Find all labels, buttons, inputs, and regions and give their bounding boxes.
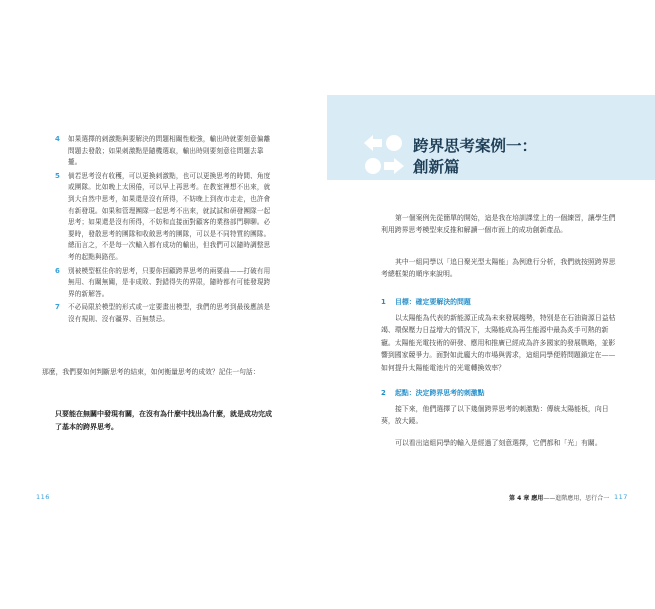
case-subtitle: 創新篇 — [413, 158, 460, 176]
running-footer — [509, 493, 609, 502]
list-item-number: 4 — [55, 135, 60, 143]
page-number-left: 116 — [36, 493, 50, 501]
list-item-text: 如果選擇的刺激點與要解決的問題相關性較強，輸出時就要刻意偏離問題去發散；如果刺激點是隨機選取，輸出時則要刻意往問題去靠攏。 — [68, 135, 271, 167]
section-number: 2 — [381, 389, 386, 397]
footer-subtitle: ——進階應用，思行合一 — [543, 495, 610, 502]
list-item-number: 5 — [55, 171, 60, 180]
list-item-number: 7 — [55, 303, 60, 312]
intro-paragraph-2: 其中一組同學以「追日聚光型太陽能」為例進行分析，我們就按照跨界思考總框架的順序來說明。 — [381, 258, 616, 279]
case-title: 跨界思考案例一： — [413, 137, 538, 155]
case-banner — [327, 95, 655, 180]
section-heading-1 — [381, 296, 471, 306]
closing-paragraph: 可以看出這組同學的輸入是經過了刻意選擇，它們都和「光」有關。 — [395, 439, 602, 447]
section-2-text: 接下來，他們選擇了以下幾個跨界思考的刺激點：傳統太陽能板，向日葵，放大鏡。 — [381, 405, 609, 426]
body-paragraph: 那麼，我們要如何判斷思考的結束，如何衡量思考的成效？記住一句話： — [42, 368, 260, 376]
footer-chapter: 第 4 章 — [509, 495, 530, 502]
left-page — [0, 0, 327, 609]
list-item — [55, 171, 273, 264]
page-number-right: 117 — [614, 493, 628, 501]
list-item — [55, 134, 273, 169]
right-page — [327, 0, 655, 609]
section-title: 目標：確定要解決的問題 — [395, 298, 471, 306]
section-title: 起點：決定跨界思考的刺激點 — [395, 389, 485, 397]
section-heading-2 — [381, 387, 485, 397]
list-item-number: 6 — [55, 266, 60, 275]
numbered-list — [55, 134, 273, 328]
emphasis-quote: 只要能在無關中發現有關，在沒有為什麼中找出為什麼，就是成功完成了基本的跨界思考。 — [55, 410, 272, 431]
intro-paragraph-1: 第一個案例先從簡單的開始，這是我在培訓課堂上的一個練習，讓學生們利用跨界思考模型來反推和解讀一個市面上的成功創新產品。 — [381, 214, 616, 235]
footer-title: 應用 — [531, 495, 544, 502]
list-item-text: 別被模型框住你的思考，只要你回顧跨界思考的兩要曲——打破有用無用、有關無關，是非成敗、對錯得失的界限，隨時都有可能發現跨界的新解答。 — [68, 266, 271, 298]
section-1-text: 以太陽能為代表的新能源正成為未來發展趨勢，特別是在石油資源日益枯竭、環保壓力日益增大的情況下，太陽能成為再生能源中最為炙手可熱的新寵。太陽能光電技術的研發、應用和推廣已經成為許多國家的發展戰略，並影響到國家競爭力。面對如此龐大的市場與需求，這組同學便將問題鎖定在——如何提升太陽能電池片的光電轉換效率？ — [381, 314, 616, 372]
section-number: 1 — [381, 298, 386, 306]
list-item — [55, 266, 273, 301]
double-arrow-shapes-icon — [364, 133, 406, 177]
list-item-text: 不必局限於模型的形式或一定要畫出模型，我們的思考到最後應該是沒有規則、沒有疆界、百無禁忌。 — [68, 303, 271, 323]
list-item — [55, 302, 273, 325]
list-item-text: 倘若思考沒有收穫，可以更換刺激點，也可以更換思考的時間、角度或團隊。比如晚上太困倦，可以早上再思考。在教室裡想不出來，就到大自然中思考，如果還是沒有所得，不妨晚上到夜市走走，也許會有新發現。如果和管理團隊一起思考不出來，就試試和研發團隊一起思考；如果還是沒有所得，不妨和直接面對顧客的業務部門聊聊。必要時，發散思考的團隊和收斂思考的團隊，可以是不同特質的團隊。總而言之，不是每一次輸入都有成功的輸出，但我們可以隨時調整思考的起點與路徑。 — [68, 171, 271, 261]
